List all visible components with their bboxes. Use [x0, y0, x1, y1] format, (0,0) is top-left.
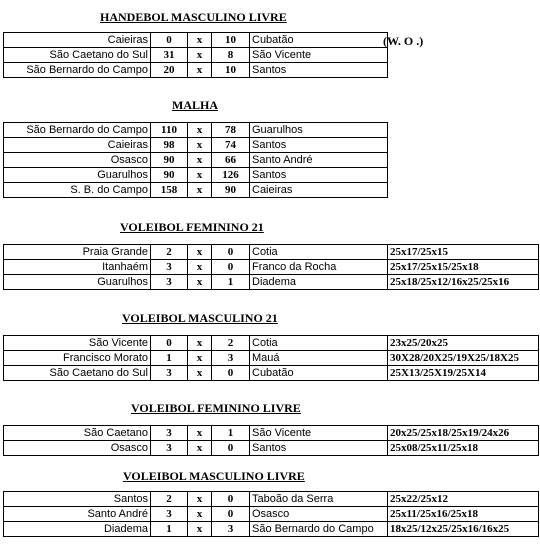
home-team: São Bernardo do Campo	[4, 123, 151, 138]
home-team: São Bernardo do Campo	[4, 63, 151, 78]
home-team: Diadema	[4, 522, 151, 537]
home-score: 110	[151, 123, 188, 138]
table-row	[4, 275, 539, 290]
home-score: 3	[151, 275, 188, 290]
away-team: Mauá	[250, 351, 388, 366]
away-team: Cubatão	[250, 366, 388, 381]
table-row	[4, 48, 388, 63]
versus-mark: x	[188, 351, 212, 366]
walkover-note: (W. O .)	[383, 34, 424, 48]
home-team: Guarulhos	[4, 275, 151, 290]
table-row	[4, 336, 539, 351]
set-scores: 30X28/20X25/19X25/18X25	[388, 351, 539, 366]
table-row	[4, 33, 388, 48]
away-score: 0	[212, 260, 250, 275]
home-team: São Caetano do Sul	[4, 366, 151, 381]
away-score: 126	[212, 168, 250, 183]
set-scores: 25x08/25x11/25x18	[388, 441, 539, 456]
away-score: 10	[212, 63, 250, 78]
away-team: São Vicente	[250, 48, 388, 63]
away-team: São Vicente	[250, 426, 388, 441]
set-scores: 25x18/25x12/16x25/25x16	[388, 275, 539, 290]
results-table	[3, 425, 539, 456]
set-scores: 25x17/25x15	[388, 245, 539, 260]
table-row	[4, 441, 539, 456]
set-scores: 20x25/25x18/25x19/24x26	[388, 426, 539, 441]
away-team: Cotia	[250, 245, 388, 260]
versus-mark: x	[188, 33, 212, 48]
table-row	[4, 153, 388, 168]
away-score: 74	[212, 138, 250, 153]
away-score: 0	[212, 507, 250, 522]
section-title: VOLEIBOL MASCULINO 21	[122, 311, 278, 325]
versus-mark: x	[188, 441, 212, 456]
home-score: 3	[151, 366, 188, 381]
away-score: 8	[212, 48, 250, 63]
versus-mark: x	[188, 260, 212, 275]
home-score: 1	[151, 351, 188, 366]
away-score: 0	[212, 441, 250, 456]
results-table	[3, 122, 388, 198]
home-score: 3	[151, 260, 188, 275]
home-score: 0	[151, 33, 188, 48]
versus-mark: x	[188, 123, 212, 138]
away-team: São Bernardo do Campo	[250, 522, 388, 537]
section-title: MALHA	[172, 98, 218, 112]
versus-mark: x	[188, 63, 212, 78]
home-team: Itanhaém	[4, 260, 151, 275]
away-score: 0	[212, 366, 250, 381]
table-row	[4, 63, 388, 78]
versus-mark: x	[188, 336, 212, 351]
results-table	[3, 491, 539, 537]
set-scores: 25x17/25x15/25x18	[388, 260, 539, 275]
set-scores: 18x25/12x25/25x16/16x25	[388, 522, 539, 537]
set-scores: 25x22/25x12	[388, 492, 539, 507]
away-score: 10	[212, 33, 250, 48]
home-team: Francisco Morato	[4, 351, 151, 366]
home-team: São Caetano do Sul	[4, 48, 151, 63]
table-row	[4, 492, 539, 507]
versus-mark: x	[188, 507, 212, 522]
versus-mark: x	[188, 48, 212, 63]
results-table	[3, 244, 539, 290]
versus-mark: x	[188, 245, 212, 260]
versus-mark: x	[188, 183, 212, 198]
home-score: 90	[151, 168, 188, 183]
versus-mark: x	[188, 138, 212, 153]
section-title: VOLEIBOL FEMININO LIVRE	[131, 401, 301, 415]
away-score: 0	[212, 492, 250, 507]
away-team: Cotia	[250, 336, 388, 351]
versus-mark: x	[188, 366, 212, 381]
home-team: São Caetano	[4, 426, 151, 441]
away-team: Santos	[250, 63, 388, 78]
away-score: 1	[212, 275, 250, 290]
table-row	[4, 351, 539, 366]
home-score: 2	[151, 245, 188, 260]
section-title: VOLEIBOL MASCULINO LIVRE	[123, 469, 305, 483]
results-table	[3, 32, 388, 78]
home-team: Caieiras	[4, 33, 151, 48]
home-score: 31	[151, 48, 188, 63]
away-score: 3	[212, 351, 250, 366]
away-score: 2	[212, 336, 250, 351]
versus-mark: x	[188, 492, 212, 507]
home-score: 90	[151, 153, 188, 168]
home-team: S. B. do Campo	[4, 183, 151, 198]
versus-mark: x	[188, 426, 212, 441]
home-score: 3	[151, 426, 188, 441]
results-table	[3, 335, 539, 381]
home-team: Praia Grande	[4, 245, 151, 260]
home-team: São Vicente	[4, 336, 151, 351]
home-team: Osasco	[4, 441, 151, 456]
home-score: 98	[151, 138, 188, 153]
versus-mark: x	[188, 522, 212, 537]
away-score: 1	[212, 426, 250, 441]
away-team: Diadema	[250, 275, 388, 290]
away-team: Franco da Rocha	[250, 260, 388, 275]
away-team: Santos	[250, 138, 388, 153]
away-score: 0	[212, 245, 250, 260]
home-team: Santos	[4, 492, 151, 507]
away-team: Cubatão	[250, 33, 388, 48]
section-title: VOLEIBOL FEMININO 21	[120, 220, 264, 234]
table-row	[4, 522, 539, 537]
home-score: 158	[151, 183, 188, 198]
set-scores: 25x11/25x16/25x18	[388, 507, 539, 522]
home-score: 3	[151, 441, 188, 456]
away-team: Santos	[250, 441, 388, 456]
home-score: 20	[151, 63, 188, 78]
home-team: Caieiras	[4, 138, 151, 153]
away-team: Santo André	[250, 153, 388, 168]
away-team: Osasco	[250, 507, 388, 522]
away-score: 78	[212, 123, 250, 138]
home-score: 3	[151, 507, 188, 522]
table-row	[4, 507, 539, 522]
section-title: HANDEBOL MASCULINO LIVRE	[100, 10, 287, 24]
away-score: 3	[212, 522, 250, 537]
table-row	[4, 138, 388, 153]
away-team: Caieiras	[250, 183, 388, 198]
away-team: Santos	[250, 168, 388, 183]
table-row	[4, 183, 388, 198]
set-scores: 25X13/25X19/25X14	[388, 366, 539, 381]
away-team: Guarulhos	[250, 123, 388, 138]
versus-mark: x	[188, 168, 212, 183]
set-scores: 23x25/20x25	[388, 336, 539, 351]
home-team: Guarulhos	[4, 168, 151, 183]
home-score: 2	[151, 492, 188, 507]
table-row	[4, 168, 388, 183]
versus-mark: x	[188, 275, 212, 290]
table-row	[4, 260, 539, 275]
table-row	[4, 366, 539, 381]
table-row	[4, 123, 388, 138]
away-score: 90	[212, 183, 250, 198]
home-team: Santo André	[4, 507, 151, 522]
table-row	[4, 426, 539, 441]
home-team: Osasco	[4, 153, 151, 168]
away-team: Taboão da Serra	[250, 492, 388, 507]
table-row	[4, 245, 539, 260]
home-score: 1	[151, 522, 188, 537]
versus-mark: x	[188, 153, 212, 168]
home-score: 0	[151, 336, 188, 351]
away-score: 66	[212, 153, 250, 168]
